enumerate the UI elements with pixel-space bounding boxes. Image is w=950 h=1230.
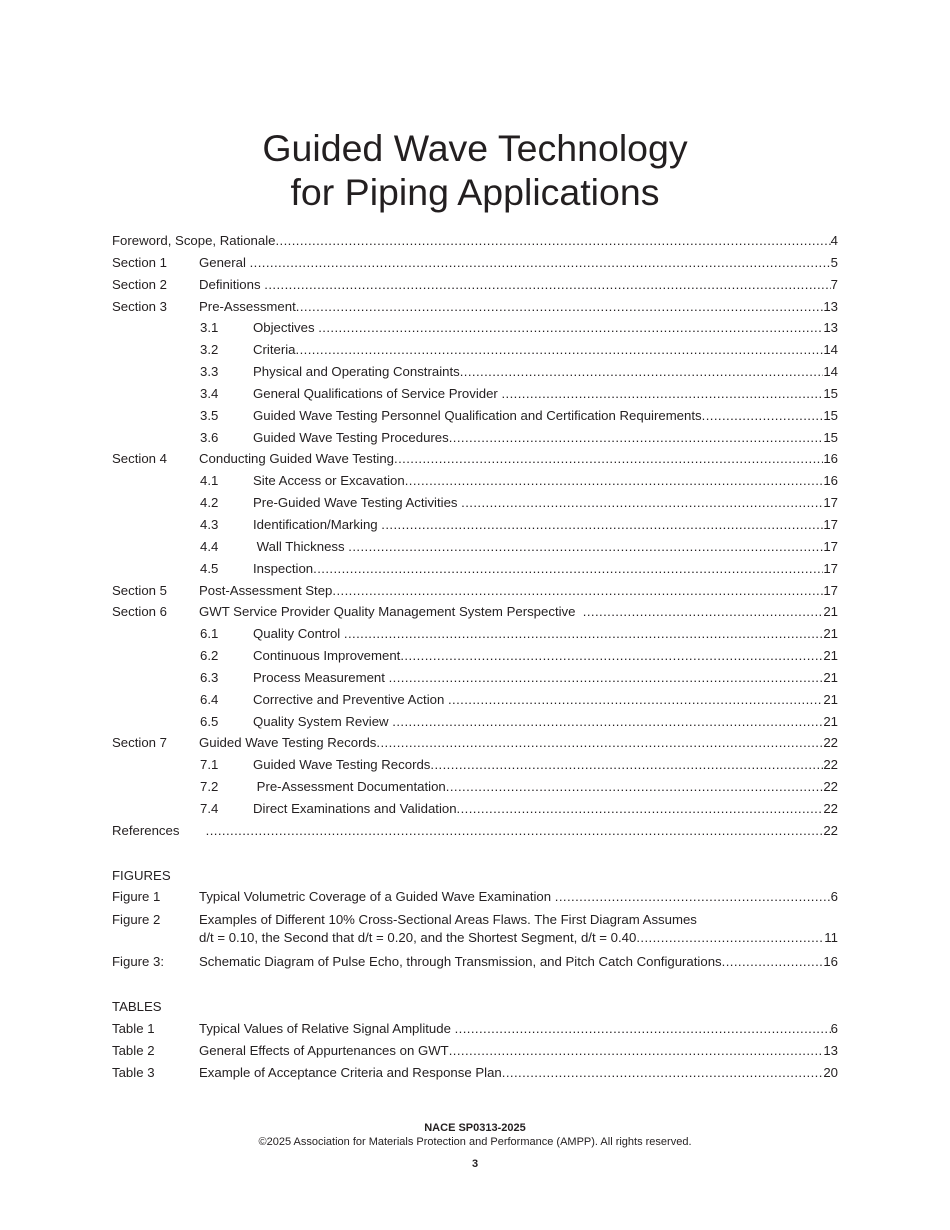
entry-page: 22 (823, 779, 838, 795)
toc-row-section (112, 252, 838, 274)
subsection-number: 6.1 (200, 626, 219, 642)
dot-leader (313, 558, 823, 580)
toc-entry-subsection[interactable] (253, 798, 838, 820)
entry-title: General Effects of Appurtenances on GWT (199, 1042, 449, 1058)
toc-row-subsection (112, 470, 838, 492)
toc-entry-table[interactable] (199, 1062, 838, 1084)
figure-label: Figure 3: (112, 954, 165, 970)
toc-row-subsection (112, 667, 838, 689)
dot-leader (501, 383, 823, 405)
toc-entry-subsection[interactable] (253, 711, 838, 733)
dot-leader (448, 689, 823, 711)
entry-page: 20 (823, 1064, 838, 1080)
subsection-number: 6.4 (200, 691, 219, 707)
dot-leader (296, 339, 824, 361)
toc-entry-subsection[interactable] (253, 754, 838, 776)
toc-row-subsection (112, 492, 838, 514)
spacer (112, 842, 838, 865)
section-label: Section 4 (112, 451, 167, 467)
entry-title: Criteria (253, 342, 296, 358)
toc-row-subsection (112, 514, 838, 536)
entry-page: 22 (823, 735, 838, 751)
toc-row-table (112, 1062, 838, 1084)
entry-page: 13 (823, 298, 838, 314)
subsection-number: 6.5 (200, 713, 219, 729)
toc-entry-subsection[interactable] (253, 492, 838, 514)
entry-page: 15 (823, 407, 838, 423)
toc-row-subsection (112, 558, 838, 580)
figure-label: Figure 2 (112, 912, 161, 928)
entry-title: Guided Wave Testing Records (253, 757, 431, 773)
toc-entry-section[interactable] (199, 601, 838, 623)
subsection-number: 4.1 (200, 473, 219, 489)
toc-entry-subsection[interactable] (253, 405, 838, 427)
toc-entry-figure[interactable] (199, 929, 838, 947)
dot-leader (344, 623, 823, 645)
section-label: Section 3 (112, 298, 167, 314)
dot-leader (376, 732, 823, 754)
dot-leader (449, 427, 824, 449)
entry-title: Post-Assessment Step (199, 582, 333, 598)
entry-title: Direct Examinations and Validation (253, 800, 457, 816)
entry-page: 17 (823, 516, 838, 532)
figure-title-line-2: d/t = 0.10, the Second that d/t = 0.20, and the Shortest Segment, d/t = 0.40 (199, 929, 637, 945)
dot-leader (250, 252, 831, 274)
figure-title-line-1[interactable]: Examples of Different 10% Cross-Sectional Areas Flaws. The First Diagram Assumes (199, 912, 697, 928)
toc-row-subsection (112, 798, 838, 820)
entry-page: 22 (823, 800, 838, 816)
toc-entry-section[interactable] (199, 274, 838, 296)
toc-entry-subsection[interactable] (253, 536, 838, 558)
entry-title: Quality Control (253, 626, 344, 642)
entry-page: 21 (823, 604, 838, 620)
subsection-number: 4.3 (200, 516, 219, 532)
entry-page: 21 (823, 648, 838, 664)
entry-title: Foreword, Scope, Rationale (112, 233, 276, 248)
dot-leader (405, 470, 824, 492)
subsection-number: 7.4 (200, 800, 219, 816)
entry-title: Guided Wave Testing Procedures (253, 429, 449, 445)
toc-row-figure (112, 886, 838, 908)
toc-row-subsection (112, 339, 838, 361)
dot-leader (206, 820, 824, 842)
title-line-1: Guided Wave Technology (262, 127, 688, 169)
dot-leader (722, 951, 824, 973)
dot-leader (460, 361, 824, 383)
toc-entry-table[interactable] (199, 1040, 838, 1062)
tables-heading: TABLES (112, 999, 162, 1015)
toc-entry-subsection[interactable] (253, 339, 838, 361)
toc-row-section (112, 296, 838, 318)
entry-title: Inspection (253, 560, 314, 576)
dot-leader (430, 754, 823, 776)
toc-row-subsection (112, 645, 838, 667)
entry-title: Typical Volumetric Coverage of a Guided Wave Examination (199, 889, 555, 905)
entry-page: 6 (830, 1021, 838, 1036)
subsection-number: 6.2 (200, 648, 219, 664)
toc-entry-figure[interactable] (199, 951, 838, 973)
entry-title: Schematic Diagram of Pulse Echo, through Transmission, and Pitch Catch Configurations (199, 954, 722, 970)
entry-page: 4 (830, 233, 838, 248)
toc-entry-subsection[interactable] (253, 667, 838, 689)
table-label: Table 2 (112, 1042, 155, 1058)
toc-entry-subsection[interactable] (253, 514, 838, 536)
toc-row-section (112, 601, 838, 623)
entry-title: Pre-Assessment Documentation (253, 779, 446, 795)
entry-page: 21 (823, 669, 838, 685)
section-label: Section 2 (112, 276, 167, 292)
entry-page: 13 (823, 1042, 838, 1058)
entry-page: 16 (823, 473, 838, 489)
entry-page: 22 (823, 757, 838, 773)
dot-leader (449, 1040, 824, 1062)
toc-row-subsection (112, 776, 838, 798)
entry-title: Process Measurement (253, 669, 389, 685)
entry-page: 14 (823, 364, 838, 380)
entry-page: 6 (830, 889, 838, 905)
toc-row-subsection (112, 317, 838, 339)
toc-row-section (112, 274, 838, 296)
dot-leader (400, 645, 823, 667)
entry-page: 17 (823, 538, 838, 554)
entry-title: Conducting Guided Wave Testing (199, 451, 394, 467)
entry-title: Pre-Assessment (199, 298, 296, 314)
subsection-number: 3.6 (200, 429, 219, 445)
toc-row-subsection (112, 427, 838, 449)
toc-row-foreword (112, 230, 838, 252)
entry-page: 16 (823, 954, 838, 970)
table-label: Table 1 (112, 1021, 155, 1036)
toc-entry-subsection[interactable] (253, 776, 838, 798)
subsection-number: 7.1 (200, 757, 219, 773)
entry-page: 15 (823, 385, 838, 401)
entry-title: Quality System Review (253, 713, 393, 729)
dot-leader (636, 929, 824, 947)
entry-page: 11 (824, 929, 838, 945)
toc-row-section (112, 580, 838, 602)
entry-page: 5 (830, 254, 838, 270)
entry-page: 17 (823, 495, 838, 511)
dot-leader (389, 667, 824, 689)
entry-title: GWT Service Provider Quality Management System Perspective (199, 604, 583, 620)
toc-row-figure (112, 908, 838, 951)
entry-page: 17 (823, 560, 838, 576)
copyright-notice: ©2025 Association for Materials Protection and Performance (AMPP). All rights reserved. (258, 1136, 692, 1148)
entry-page: 21 (823, 691, 838, 707)
entry-page: 22 (823, 822, 838, 838)
dot-leader (457, 798, 824, 820)
entry-title: Corrective and Preventive Action (253, 691, 448, 707)
dot-leader (702, 405, 824, 427)
toc-entry-subsection[interactable] (253, 645, 838, 667)
entry-title: Guided Wave Testing Personnel Qualification and Certification Requirements (253, 407, 702, 423)
dot-leader (296, 296, 824, 318)
dot-leader (275, 230, 830, 252)
toc-row-subsection (112, 711, 838, 733)
entry-title: Example of Acceptance Criteria and Response Plan (199, 1064, 502, 1080)
section-label: Section 7 (112, 735, 167, 751)
entry-page: 21 (823, 713, 838, 729)
toc-entry-subsection[interactable] (253, 383, 838, 405)
entry-page: 16 (823, 451, 838, 467)
toc-entry-subsection[interactable] (253, 317, 838, 339)
toc-row-references (112, 820, 838, 842)
subsection-number: 3.1 (200, 320, 219, 336)
toc-entry-foreword[interactable] (112, 230, 838, 252)
toc-row-subsection (112, 536, 838, 558)
toc-entry-section[interactable] (199, 296, 838, 318)
document-title (0, 126, 950, 214)
toc-row-subsection (112, 754, 838, 776)
entry-title: Objectives (253, 320, 319, 336)
toc-row-section (112, 732, 838, 754)
entry-title: Definitions (199, 276, 265, 292)
entry-page: 13 (823, 320, 838, 336)
page-footer (0, 1121, 950, 1171)
toc-row-subsection (112, 689, 838, 711)
subsection-number: 3.5 (200, 407, 219, 423)
toc-row-subsection (112, 361, 838, 383)
entry-title: General Qualifications of Service Provider (253, 385, 502, 401)
toc-entry-subsection[interactable] (253, 427, 838, 449)
toc-row-subsection (112, 405, 838, 427)
entry-title: Typical Values of Relative Signal Amplitude (199, 1021, 455, 1036)
entry-page: 21 (823, 626, 838, 642)
page-number: 3 (471, 1158, 479, 1170)
dot-leader (502, 1062, 824, 1084)
entry-title: Identification/Marking (253, 516, 382, 532)
toc-entry-subsection[interactable] (253, 623, 838, 645)
dot-leader (461, 492, 823, 514)
toc-entry-table[interactable] (199, 1018, 838, 1040)
entry-title: Guided Wave Testing Records (199, 735, 377, 751)
entry-page: 14 (823, 342, 838, 358)
entry-title: Site Access or Excavation (253, 473, 405, 489)
entry-page: 17 (823, 582, 838, 598)
figure-label: Figure 1 (112, 889, 161, 905)
subsection-number: 3.4 (200, 385, 219, 401)
toc-entry-section[interactable] (199, 580, 838, 602)
title-line-2: for Piping Applications (290, 171, 660, 213)
dot-leader (264, 274, 830, 296)
toc-entry-references[interactable] (202, 820, 838, 842)
toc-row-table (112, 1040, 838, 1062)
toc-row-table (112, 1018, 838, 1040)
table-label: Table 3 (112, 1064, 155, 1080)
subsection-number: 4.5 (200, 560, 219, 576)
subsection-number: 3.3 (200, 364, 219, 380)
dot-leader (392, 711, 823, 733)
toc-entry-subsection[interactable] (253, 558, 838, 580)
toc-entry-section[interactable] (199, 252, 838, 274)
toc-entry-section[interactable] (199, 732, 838, 754)
dot-leader (455, 1018, 831, 1040)
subsection-number: 4.2 (200, 495, 219, 511)
section-label: Section 5 (112, 582, 167, 598)
dot-leader (381, 514, 823, 536)
entry-title: Pre-Guided Wave Testing Activities (253, 495, 462, 511)
subsection-number: 3.2 (200, 342, 219, 358)
subsection-number: 4.4 (200, 538, 219, 554)
section-label: Section 6 (112, 604, 167, 620)
section-label: Section 1 (112, 254, 167, 270)
entry-title: Physical and Operating Constraints (253, 364, 460, 380)
table-of-contents (112, 230, 838, 1084)
entry-title: Continuous Improvement (253, 648, 401, 664)
dot-leader (555, 886, 831, 908)
dot-leader (394, 448, 823, 470)
toc-row-subsection (112, 383, 838, 405)
entry-page: 15 (823, 429, 838, 445)
subsection-number: 6.3 (200, 669, 219, 685)
references-label: References (112, 822, 180, 838)
toc-entry-section[interactable] (199, 448, 838, 470)
dot-leader (348, 536, 823, 558)
entry-title: General (199, 254, 250, 270)
entry-page: 7 (830, 276, 838, 292)
standard-number: NACE SP0313-2025 (424, 1122, 526, 1134)
toc-entry-subsection[interactable] (253, 361, 838, 383)
spacer (112, 973, 838, 996)
toc-entry-subsection[interactable] (253, 689, 838, 711)
toc-row-figure (112, 951, 838, 973)
dot-leader (583, 601, 824, 623)
toc-entry-subsection[interactable] (253, 470, 838, 492)
dot-leader (446, 776, 824, 798)
dot-leader (318, 317, 823, 339)
toc-row-subsection (112, 623, 838, 645)
entry-title: Wall Thickness (253, 538, 349, 554)
dot-leader (332, 580, 823, 602)
figures-heading: FIGURES (112, 867, 171, 883)
toc-row-section (112, 448, 838, 470)
subsection-number: 7.2 (200, 779, 219, 795)
toc-entry-figure[interactable] (199, 886, 838, 908)
